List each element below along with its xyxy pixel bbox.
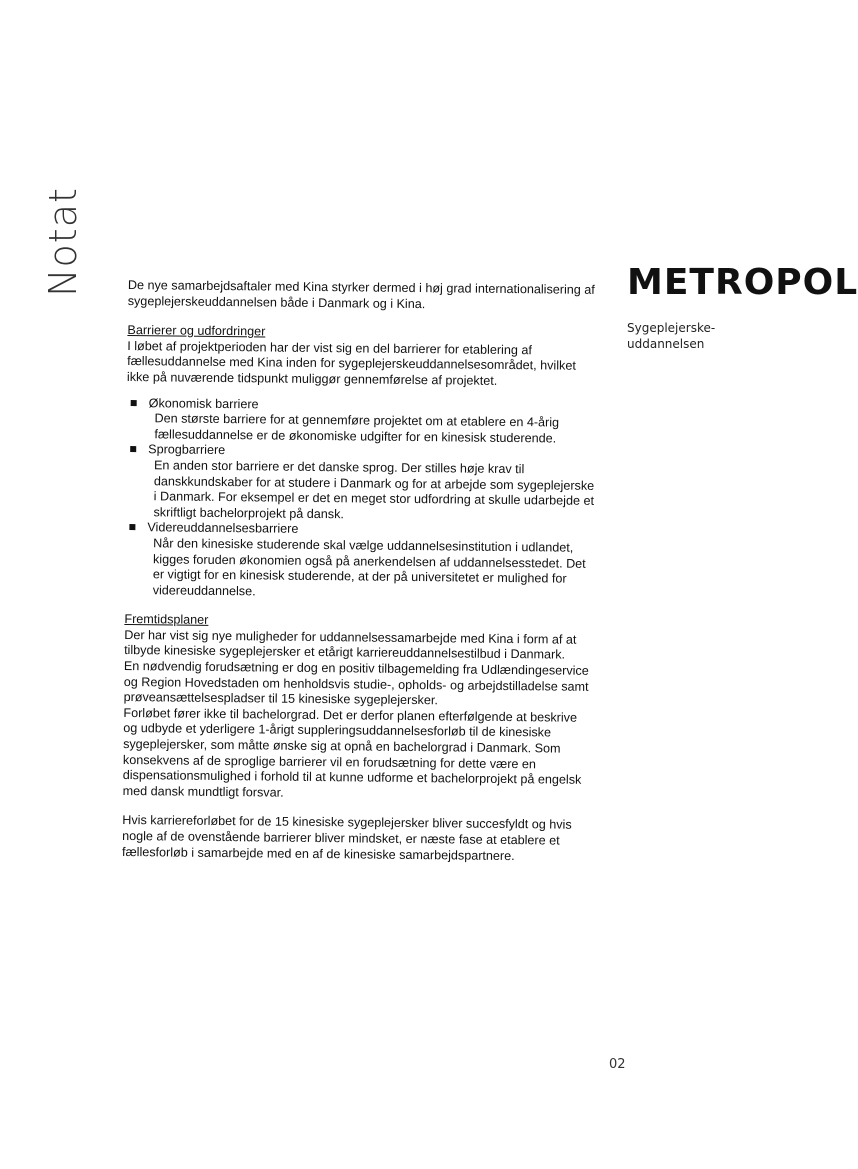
closing-paragraph: Hvis karriereforløbet for de 15 kinesiske sygeplejersker bliver succesfyldt og hvis nogle af de ovenstående barrierer bliver mindsket, er næste fase at etablere et fællesforløb i samarbejde med en af de kinesiske samarbejdspartnere. xyxy=(121,813,572,863)
document-type-text: Notat xyxy=(41,187,85,297)
barriers-heading: Barrierer og udfordringer xyxy=(127,323,266,339)
document-type-label xyxy=(38,187,88,297)
bullet-title: Økonomisk barriere xyxy=(148,395,259,411)
bullet-text: Den største barriere for at gennemføre projektet om at etablere en 4-årig fællesuddannelse er de økonomiske udgifter for en kinesisk studerende. xyxy=(154,411,560,446)
barriers-list xyxy=(125,396,597,604)
bullet-text: Når den kinesiske studerende skal vælge uddannelsesinstitution i udlandet, kigges foruden økonomien også på anerkendelsen af uddannelsesstedet. Det er vigtigt for en kinesisk studerende, at der på universitetet er mulighed for videreuddannelse. xyxy=(152,536,586,599)
bullet-square-icon xyxy=(129,524,135,530)
bullet-title: Sprogbarriere xyxy=(148,442,226,458)
metropol-logo: METROPOL xyxy=(627,262,858,303)
bullet-square-icon xyxy=(131,400,137,406)
barriers-paragraph: I løbet af projektperioden har der vist sig en del barrierer for etablering af fællesuddannelse med Kina inden for sygeplejerskeuddannelsesområdet, hvilket ikke på nuværende tidspunkt muliggør gennemførelse af projektet. xyxy=(126,338,576,388)
bullet-square-icon xyxy=(130,446,136,452)
page-number: 02 xyxy=(609,1057,626,1072)
bullet-text: En anden stor barriere er det danske sprog. Der stilles høje krav til danskkundskaber for at studere i Danmark og for at arbejde som sygeplejerske i Danmark. For eksempel er det en meget stor udfordring at skulle udarbejde et skriftligt bachelorprojekt på dansk. xyxy=(153,458,595,521)
list-item xyxy=(125,442,596,525)
document-body xyxy=(122,278,598,865)
logo-subtitle: Sygeplejerske- uddannelsen xyxy=(627,321,716,351)
bullet-title: Videreuddannelsesbarriere xyxy=(147,520,299,537)
list-item xyxy=(125,520,596,603)
future-paragraph-2: En nødvendig forudsætning er dog en positiv tilbagemelding fra Udlændingeservice og Region Hovedstaden om henholdsvis studie-, opholds- og arbejdstilladelse samt prøveansættelsespladser til 15 kinesiske sygeplejersker. xyxy=(123,659,589,708)
future-paragraph-1: Der har vist sig nye muligheder for uddannelsessamarbejde med Kina i form af at tilbyde kinesiske sygeplejersker et etårigt karriereuddannelsestilbud i Danmark. xyxy=(124,627,577,663)
intro-paragraph: De nye samarbejdsaftaler med Kina styrker dermed i høj grad internationalisering af sygeplejerskeuddannelsen både i Danmark og i Kina. xyxy=(127,278,595,311)
list-item xyxy=(126,396,596,448)
future-paragraph-3: Forløbet fører ikke til bachelorgrad. Det er derfor planen efterfølgende at beskrive og udbyde et yderligere 1-årigt suppleringsuddannelsesforløb til de kinesiske sygeplejersker, som måtte ønske sig at opnå en bachelorgrad i Danmark. Som konsekvens af de sproglige barrierer vil en forudsætning for dette være en dispensationsmulighed i forhold til at kunne udforme et bachelorprojekt på engelsk med dansk mundtligt forsvar. xyxy=(122,705,582,800)
future-heading: Fremtidsplaner xyxy=(124,612,209,628)
